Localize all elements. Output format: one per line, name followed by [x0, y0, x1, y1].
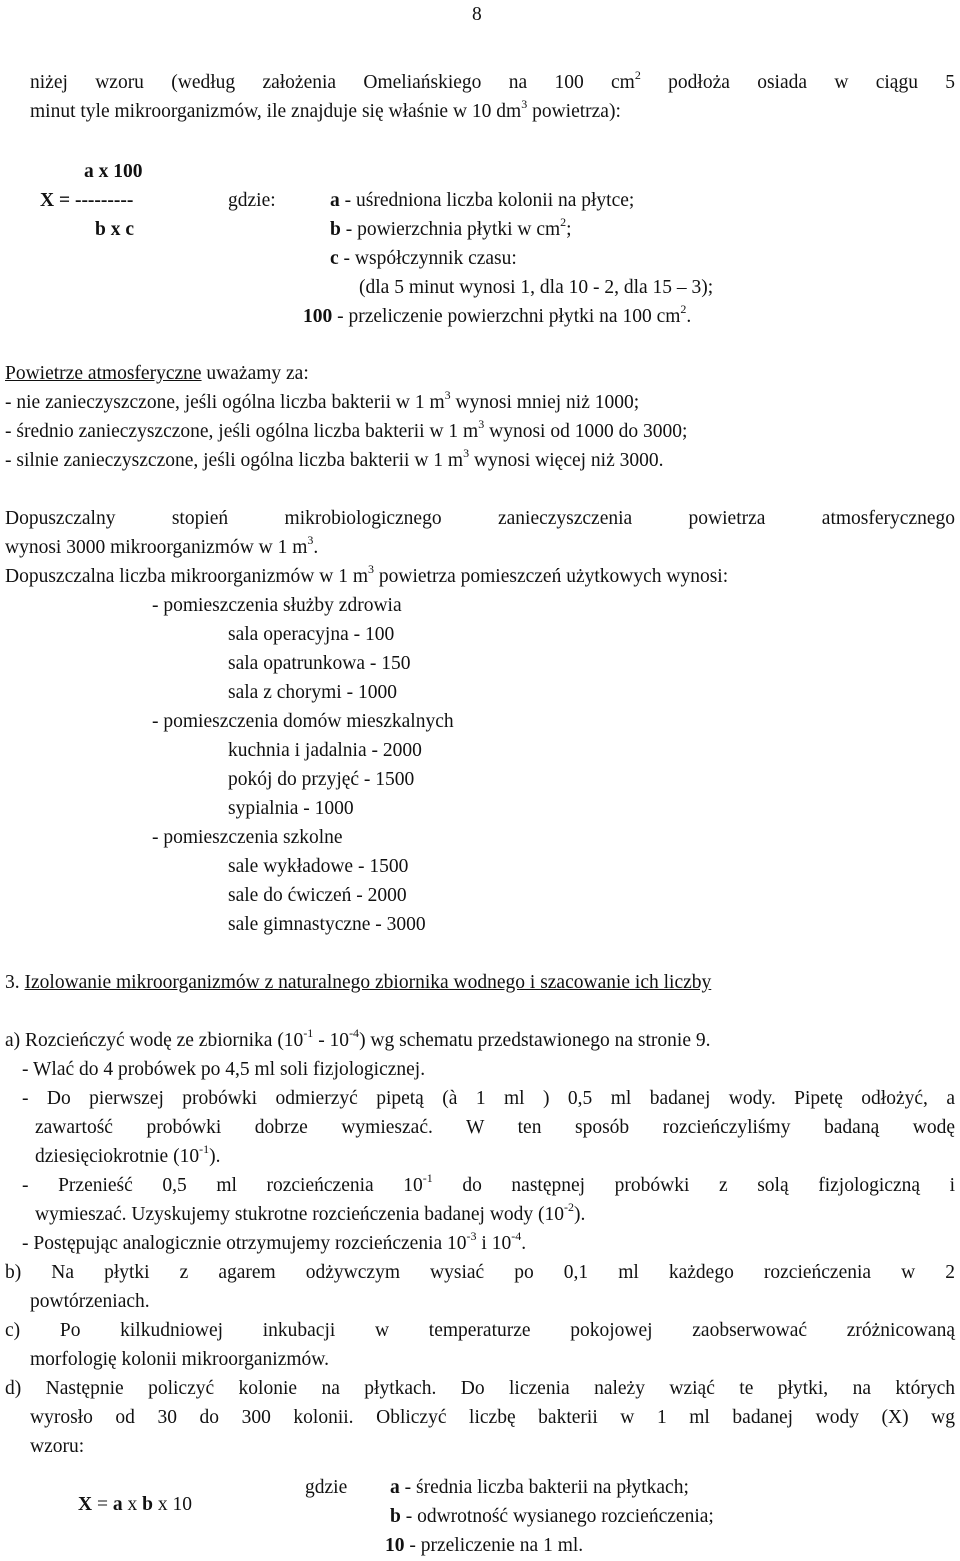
formula2-def-10: 10 - przeliczenie na 1 ml.: [385, 1535, 584, 1556]
room-category-health: - pomieszczenia służby zdrowia: [152, 595, 402, 616]
room-item: sale wykładowe - 1500: [228, 856, 409, 877]
air-heading-underlined: Powietrze atmosferyczne: [5, 363, 202, 384]
step-d-line-3: wzoru:: [30, 1436, 85, 1457]
room-item: kuchnia i jadalnia - 2000: [228, 740, 422, 761]
step-d-line-1: d) Następnie policzyć kolonie na płytkach. Do liczenia należy wziąć te płytki, na których: [5, 1378, 955, 1399]
room-item: sala operacyjna - 100: [228, 624, 395, 645]
formula2-where: gdzie: [305, 1477, 348, 1498]
step-a-1: - Wlać do 4 probówek po 4,5 ml soli fizjologicznej.: [22, 1059, 426, 1080]
room-item: pokój do przyjęć - 1500: [228, 769, 415, 790]
section-3-title: Izolowanie mikroorganizmów z naturalnego zbiornika wodnego i szacowanie ich liczby: [24, 972, 712, 993]
permissible-line-2: wynosi 3000 mikroorganizmów w 1 $m^3$.: [5, 533, 319, 558]
intro-line-2: minut tyle mikroorganizmów, ile znajduje się właśnie w 10 $dm^3$ powietrza):: [30, 97, 621, 122]
intro-line-1: niżej wzoru (według założenia Omeliańskiego na 100 $cm^2$ podłoża osiada w ciągu 5: [30, 68, 955, 93]
permissible-indoor: Dopuszczalna liczba mikroorganizmów w 1 $m^3$ powietrza pomieszczeń użytkowych wynosi:: [5, 562, 729, 587]
step-b-line-1: b) Na płytki z agarem odżywczym wysiać po 0,1 ml każdego rozcieńczenia w 2: [5, 1262, 955, 1283]
step-a-3-line-2: wymieszać. Uzyskujemy stukrotne rozcieńczenia badanej wody $(10^{-2})$.: [35, 1200, 586, 1225]
formula1-def-b: b - powierzchnia płytki w $cm^2$;: [330, 215, 572, 240]
step-a-2-line-3: dziesięciokrotnie $(10^{-1})$.: [35, 1142, 221, 1167]
air-heading: Powietrze atmosferyczne uważamy za:: [5, 363, 309, 384]
formula1-def-c: c - współczynnik czasu:: [330, 248, 517, 269]
room-item: sala opatrunkowa - 150: [228, 653, 411, 674]
formula1-numerator: a x 100: [84, 161, 143, 182]
room-category-homes: - pomieszczenia domów mieszkalnych: [152, 711, 454, 732]
room-item: sale gimnastyczne - 3000: [228, 914, 426, 935]
step-a-2-line-1: - Do pierwszej probówki odmierzyć pipetą (à 1 ml ) 0,5 ml badanej wody. Pipetę odłożyć, a: [22, 1088, 955, 1109]
formula1-where: gdzie:: [228, 190, 276, 211]
room-item: sale do ćwiczeń - 2000: [228, 885, 407, 906]
formula1-denominator: b x c: [95, 219, 134, 240]
step-c-line-2: morfologię kolonii mikroorganizmów.: [30, 1349, 329, 1370]
page-number: 8: [472, 4, 482, 25]
formula2-expression: X = a x b x 10: [78, 1494, 192, 1515]
formula2-def-b: b - odwrotność wysianego rozcieńczenia;: [390, 1506, 714, 1527]
formula1-def-a: a - uśredniona liczba kolonii na płytce;: [330, 190, 635, 211]
step-a-2-line-2: zawartość probówki dobrze wymieszać. W ten sposób rozcieńczyliśmy badaną wodę: [35, 1117, 955, 1138]
air-item-2: - średnio zanieczyszczone, jeśli ogólna liczba bakterii w 1 $m^3$ wynosi od 1000 do 3000;: [5, 417, 688, 442]
formula2-def-a: a - średnia liczba bakterii na płytkach;: [390, 1477, 689, 1498]
step-a-3-line-1: - Przenieść 0,5 ml rozcieńczenia $10^{-1}$ do następnej probówki z solą fizjologiczną i: [22, 1171, 956, 1196]
air-item-3: - silnie zanieczyszczone, jeśli ogólna liczba bakterii w 1 $m^3$ wynosi więcej niż 3000.: [5, 446, 664, 471]
permissible-line-1: Dopuszczalny stopień mikrobiologicznego zanieczyszczenia powietrza atmosferycznego: [5, 508, 955, 529]
step-b-line-2: powtórzeniach.: [30, 1291, 150, 1312]
formula1-lhs: X = ---------: [40, 190, 134, 211]
step-c-line-1: c) Po kilkudniowej inkubacji w temperaturze pokojowej zaobserwować zróżnicowaną: [5, 1320, 955, 1341]
step-d-line-2: wyrosło od 30 do 300 kolonii. Obliczyć liczbę bakterii w 1 ml badanej wody (X) wg: [30, 1407, 955, 1428]
room-item: sala z chorymi - 1000: [228, 682, 397, 703]
air-item-1: - nie zanieczyszczone, jeśli ogólna liczba bakterii w 1 $m^3$ wynosi mniej niż 1000;: [5, 388, 640, 413]
step-a-4: - Postępując analogicznie otrzymujemy rozcieńczenia $10^{-3}$ i $10^{-4}$.: [22, 1229, 527, 1254]
room-item: sypialnia - 1000: [228, 798, 354, 819]
step-a: a) Rozcieńczyć wodę ze zbiornika $(10^{-1} - 10^{-4})$ wg schematu przedstawionego na stronie 9.: [5, 1026, 711, 1051]
formula1-def-100: 100 - przeliczenie powierzchni płytki na 100 $cm^2$.: [303, 302, 692, 327]
section-3-heading: 3. Izolowanie mikroorganizmów z naturalnego zbiornika wodnego i szacowanie ich liczby: [5, 972, 712, 993]
formula1-def-c-detail: (dla 5 minut wynosi 1, dla 10 - 2, dla 15 – 3);: [359, 277, 714, 298]
room-category-school: - pomieszczenia szkolne: [152, 827, 343, 848]
